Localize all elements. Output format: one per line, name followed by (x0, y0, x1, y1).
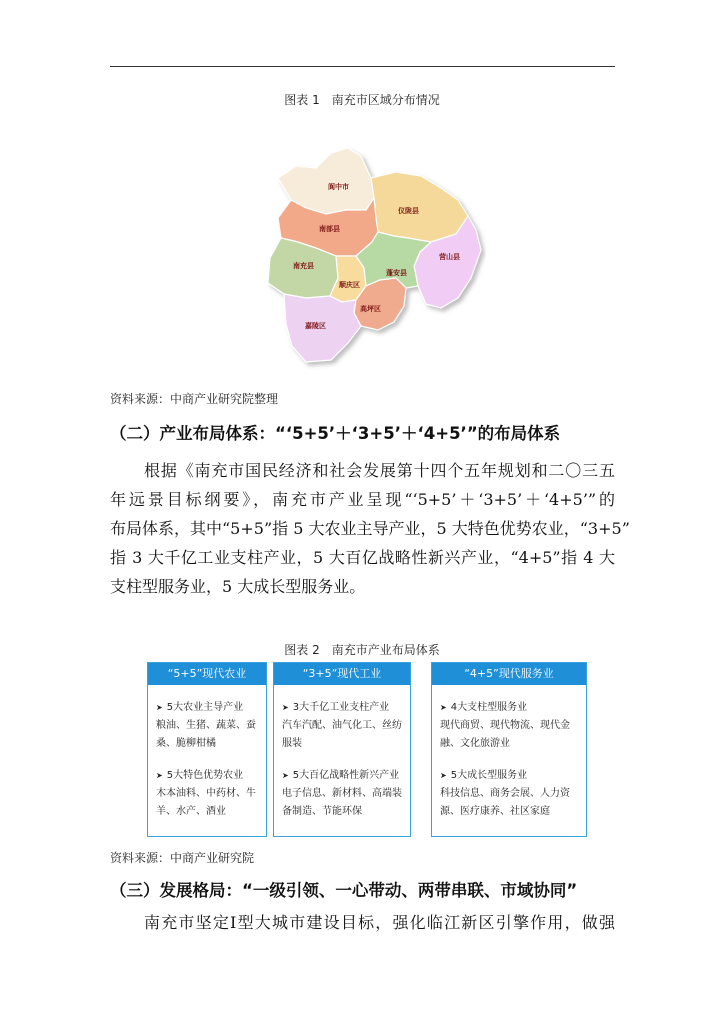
group-items: 电子信息、新材料、高端装备制造、节能环保 (282, 788, 402, 817)
group-items: 汽车汽配、油气化工、丝纺服装 (282, 720, 402, 749)
group-items: 科技信息、商务会展、人力资源、医疗康养、社区家庭 (440, 788, 570, 817)
paragraph-line: 根据《南充市国民经济和社会发展第十四个五年规划和二〇三五 (144, 461, 615, 480)
column-agriculture (147, 662, 267, 837)
figure1-source: 资料来源：中商产业研究院整理 (110, 392, 279, 406)
label-jialing: 嘉陵区 (305, 322, 326, 330)
industry-layout-figure (147, 662, 587, 837)
header-rule (110, 66, 615, 67)
group-title: ➤ 4大支柱型服务业 (440, 699, 580, 717)
group-title: ➤ 5大成长型服务业 (440, 767, 580, 785)
label-yilong: 仪陇县 (398, 207, 419, 215)
paragraph-line: 指 3 大千亿工业支柱产业，5 大百亿战略性新兴产业，“4+5”指 4 大 (110, 548, 615, 567)
figure2-source: 资料来源：中商产业研究院 (110, 851, 255, 865)
group-title: ➤ 5大特色优势农业 (156, 767, 260, 785)
group-items: 木本油料、中药材、牛羊、水产、酒业 (156, 788, 256, 817)
column-services (431, 662, 587, 837)
label-nanchong-county: 南充县 (293, 262, 314, 270)
column-industry (273, 662, 411, 837)
section3-heading: （三）发展格局：“一级引领、一心带动、两带串联、市域协同” (110, 881, 578, 900)
figure2-caption: 图表 2 南充市产业布局体系 (284, 643, 440, 657)
nanchong-region-map (236, 138, 486, 370)
column-title: “3+5”现代工业 (274, 663, 410, 685)
label-peng-an: 蓬安县 (386, 269, 407, 277)
section3-paragraph (110, 908, 615, 937)
group-items: 粮油、生猪、蔬菜、蚕桑、脆柳柑橘 (156, 720, 256, 749)
group-items: 现代商贸、现代物流、现代金融、文化旅游业 (440, 720, 570, 749)
figure1-caption: 图表 1 南充市区域分布情况 (284, 93, 440, 107)
section2-heading: （二）产业布局体系：“‘5+5’＋‘3+5’＋‘4+5’”的布局体系 (110, 424, 561, 443)
label-nanbu: 南部县 (319, 225, 340, 233)
paragraph-line: 布局体系，其中“5+5”指 5 大农业主导产业，5 大特色优势农业，“3+5” (110, 519, 630, 538)
section2-paragraph (110, 456, 630, 601)
label-gaoping: 高坪区 (360, 305, 381, 313)
label-shunqing: 顺庆区 (339, 281, 360, 289)
label-yingshan: 营山县 (439, 253, 460, 261)
group-title: ➤ 3大千亿工业支柱产业 (282, 699, 404, 717)
column-title: “4+5”现代服务业 (432, 663, 586, 685)
label-langzhong: 阆中市 (328, 183, 349, 191)
paragraph-line: 年远景目标纲要》，南充市产业呈现“‘5+5’＋‘3+5’＋‘4+5’”的 (110, 490, 615, 509)
region-yilong (371, 172, 468, 242)
paragraph-line: 南充市坚定Ⅰ型大城市建设目标，强化临江新区引擎作用，做强 (144, 913, 615, 932)
group-title: ➤ 5大农业主导产业 (156, 699, 260, 717)
paragraph-line: 支柱型服务业，5 大成长型服务业。 (110, 577, 366, 596)
column-title: “5+5”现代农业 (148, 663, 266, 685)
group-title: ➤ 5大百亿战略性新兴产业 (282, 767, 404, 785)
